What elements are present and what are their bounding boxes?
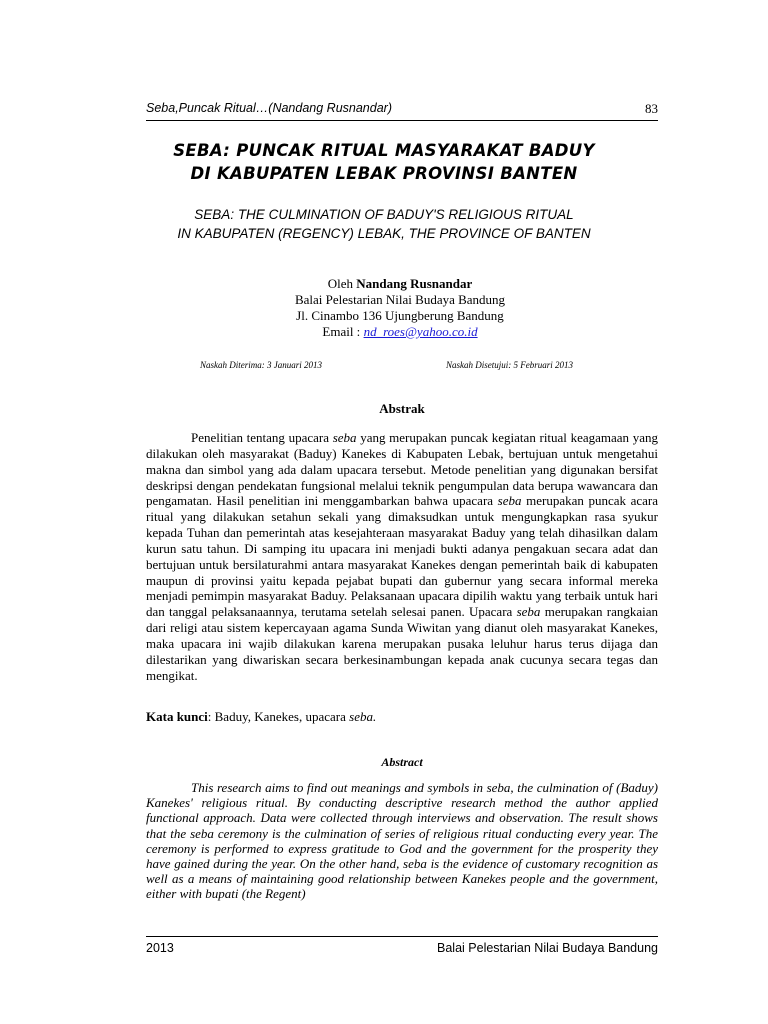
author-name: Nandang Rusnandar <box>356 276 473 291</box>
email-link[interactable]: nd_roes@yahoo.co.id <box>363 324 478 339</box>
author-email-line <box>150 324 650 340</box>
abstrak-text-3: merupakan puncak acara ritual yang dilakukan setahun sekali yang dimaksudkan untuk mengungkapkan rasa syukur kepada Tuhan dan pemerintah atas kesejahteraan masyarakat Baduy yang telah dihasilkan dalam kurun satu tahun. Di samping itu upacara ini menjadi bukti adanya pengakuan secara adat dan bertujuan untuk bersilaturahmi antara masyarakat Kanekes dengan pemerintah baik di kabupaten maupun di provinsi yaitu kepada pejabat bupati dan gubernur yang secara informal mereka menjadi pemimpin masyarakat Baduy. Pelaksanaan upacara dipilih waktu yang terbaik untuk hari dan tanggal pelaksanaannya, terutama setelah selesai panen. Upacara <box>146 493 659 620</box>
author-line <box>150 276 650 292</box>
keywords-label: Kata kunci <box>146 709 208 724</box>
paper-title <box>100 139 668 185</box>
keywords <box>146 709 376 725</box>
subtitle-line-1: SEBA: THE CULMINATION OF BADUY'S RELIGIOUS RITUAL <box>194 207 574 222</box>
email-label: Email : <box>322 324 361 339</box>
abstrak-heading: Abstrak <box>379 401 425 416</box>
abstrak-text-2: yang merupakan puncak kegiatan ritual keagamaan yang dilakukan oleh masyarakat (Baduy) Kanekes di Kabupaten Lebak, bertujuan untuk mengetahui makna dan simbol yang ada dalam upacara tersebut. Metode penelitian yang digunakan bersifat deskripsi dengan pendekatan fungsional melalui teknik pengumpulan data berupa wawancara dan pengamatan. Hasil penelitian ini menggambarkan bahwa upacara <box>146 430 658 509</box>
abstrak-text-1: Penelitian tentang upacara <box>191 430 330 445</box>
approved-date: Naskah Disetujui: 5 Februari 2013 <box>446 360 573 370</box>
page-number: 83 <box>645 101 658 116</box>
subtitle-line-2: IN KABUPATEN (REGENCY) LEBAK, THE PROVINCE OF BANTEN <box>177 226 591 241</box>
header-rule <box>146 120 658 121</box>
abstrak-body <box>146 430 658 684</box>
author-institution: Balai Pelestarian Nilai Budaya Bandung <box>294 292 506 307</box>
author-block <box>150 276 650 340</box>
abstrak-seba-3: seba <box>516 604 541 620</box>
abstrak-text-4: merupakan rangkaian dari religi atau sistem kepercayaan agama Sunda Wiwitan yang dianut oleh masyarakat Kanekes, maka upacara ini wajib dilakukan karena merupakan pusaka leluhur harus terus dijaga dan dilestarikan yang diwariskan secara berkesinambungan kepada anak cucunya secara tegas dan mengikat. <box>146 604 658 683</box>
footer-institution: Balai Pelestarian Nilai Budaya Bandung <box>437 941 658 955</box>
abstract-heading: Abstract <box>381 755 423 769</box>
footer-rule <box>146 936 658 937</box>
running-head: Seba,Puncak Ritual…(Nandang Rusnandar) <box>146 101 392 115</box>
author-by: Oleh <box>327 276 354 291</box>
keywords-text: : Baduy, Kanekes, upacara <box>207 709 346 724</box>
paper-subtitle <box>100 205 668 243</box>
received-date: Naskah Diterima: 3 Januari 2013 <box>200 360 322 370</box>
author-address: Jl. Cinambo 136 Ujungberung Bandung <box>296 308 504 323</box>
footer-year: 2013 <box>146 941 174 955</box>
abstrak-seba-1: seba <box>332 430 357 445</box>
abstrak-seba-2: seba <box>497 493 522 509</box>
title-line-1: SEBA: PUNCAK RITUAL MASYARAKAT BADUY <box>173 141 595 160</box>
title-line-2: DI KABUPATEN LEBAK PROVINSI BANTEN <box>190 164 578 183</box>
abstract-body: This research aims to find out meanings and symbols in seba, the culmination of (Baduy) Kanekes' religious ritual. By conducting descriptive research method the author applied functional approach. Data were collected through interviews and observation. The result shows that the seba ceremony is the culmination of series of religious ritual conducting every year. The ceremony is performed to express gratitude to God and the government for the prosperity they have gained during the year. On the other hand, seba is the evidence of customary recognition as well as a means of maintaining good relationship between Kanekes people and the government, either with bupati (the Regent) <box>146 780 658 902</box>
keywords-seba: seba. <box>349 709 377 724</box>
